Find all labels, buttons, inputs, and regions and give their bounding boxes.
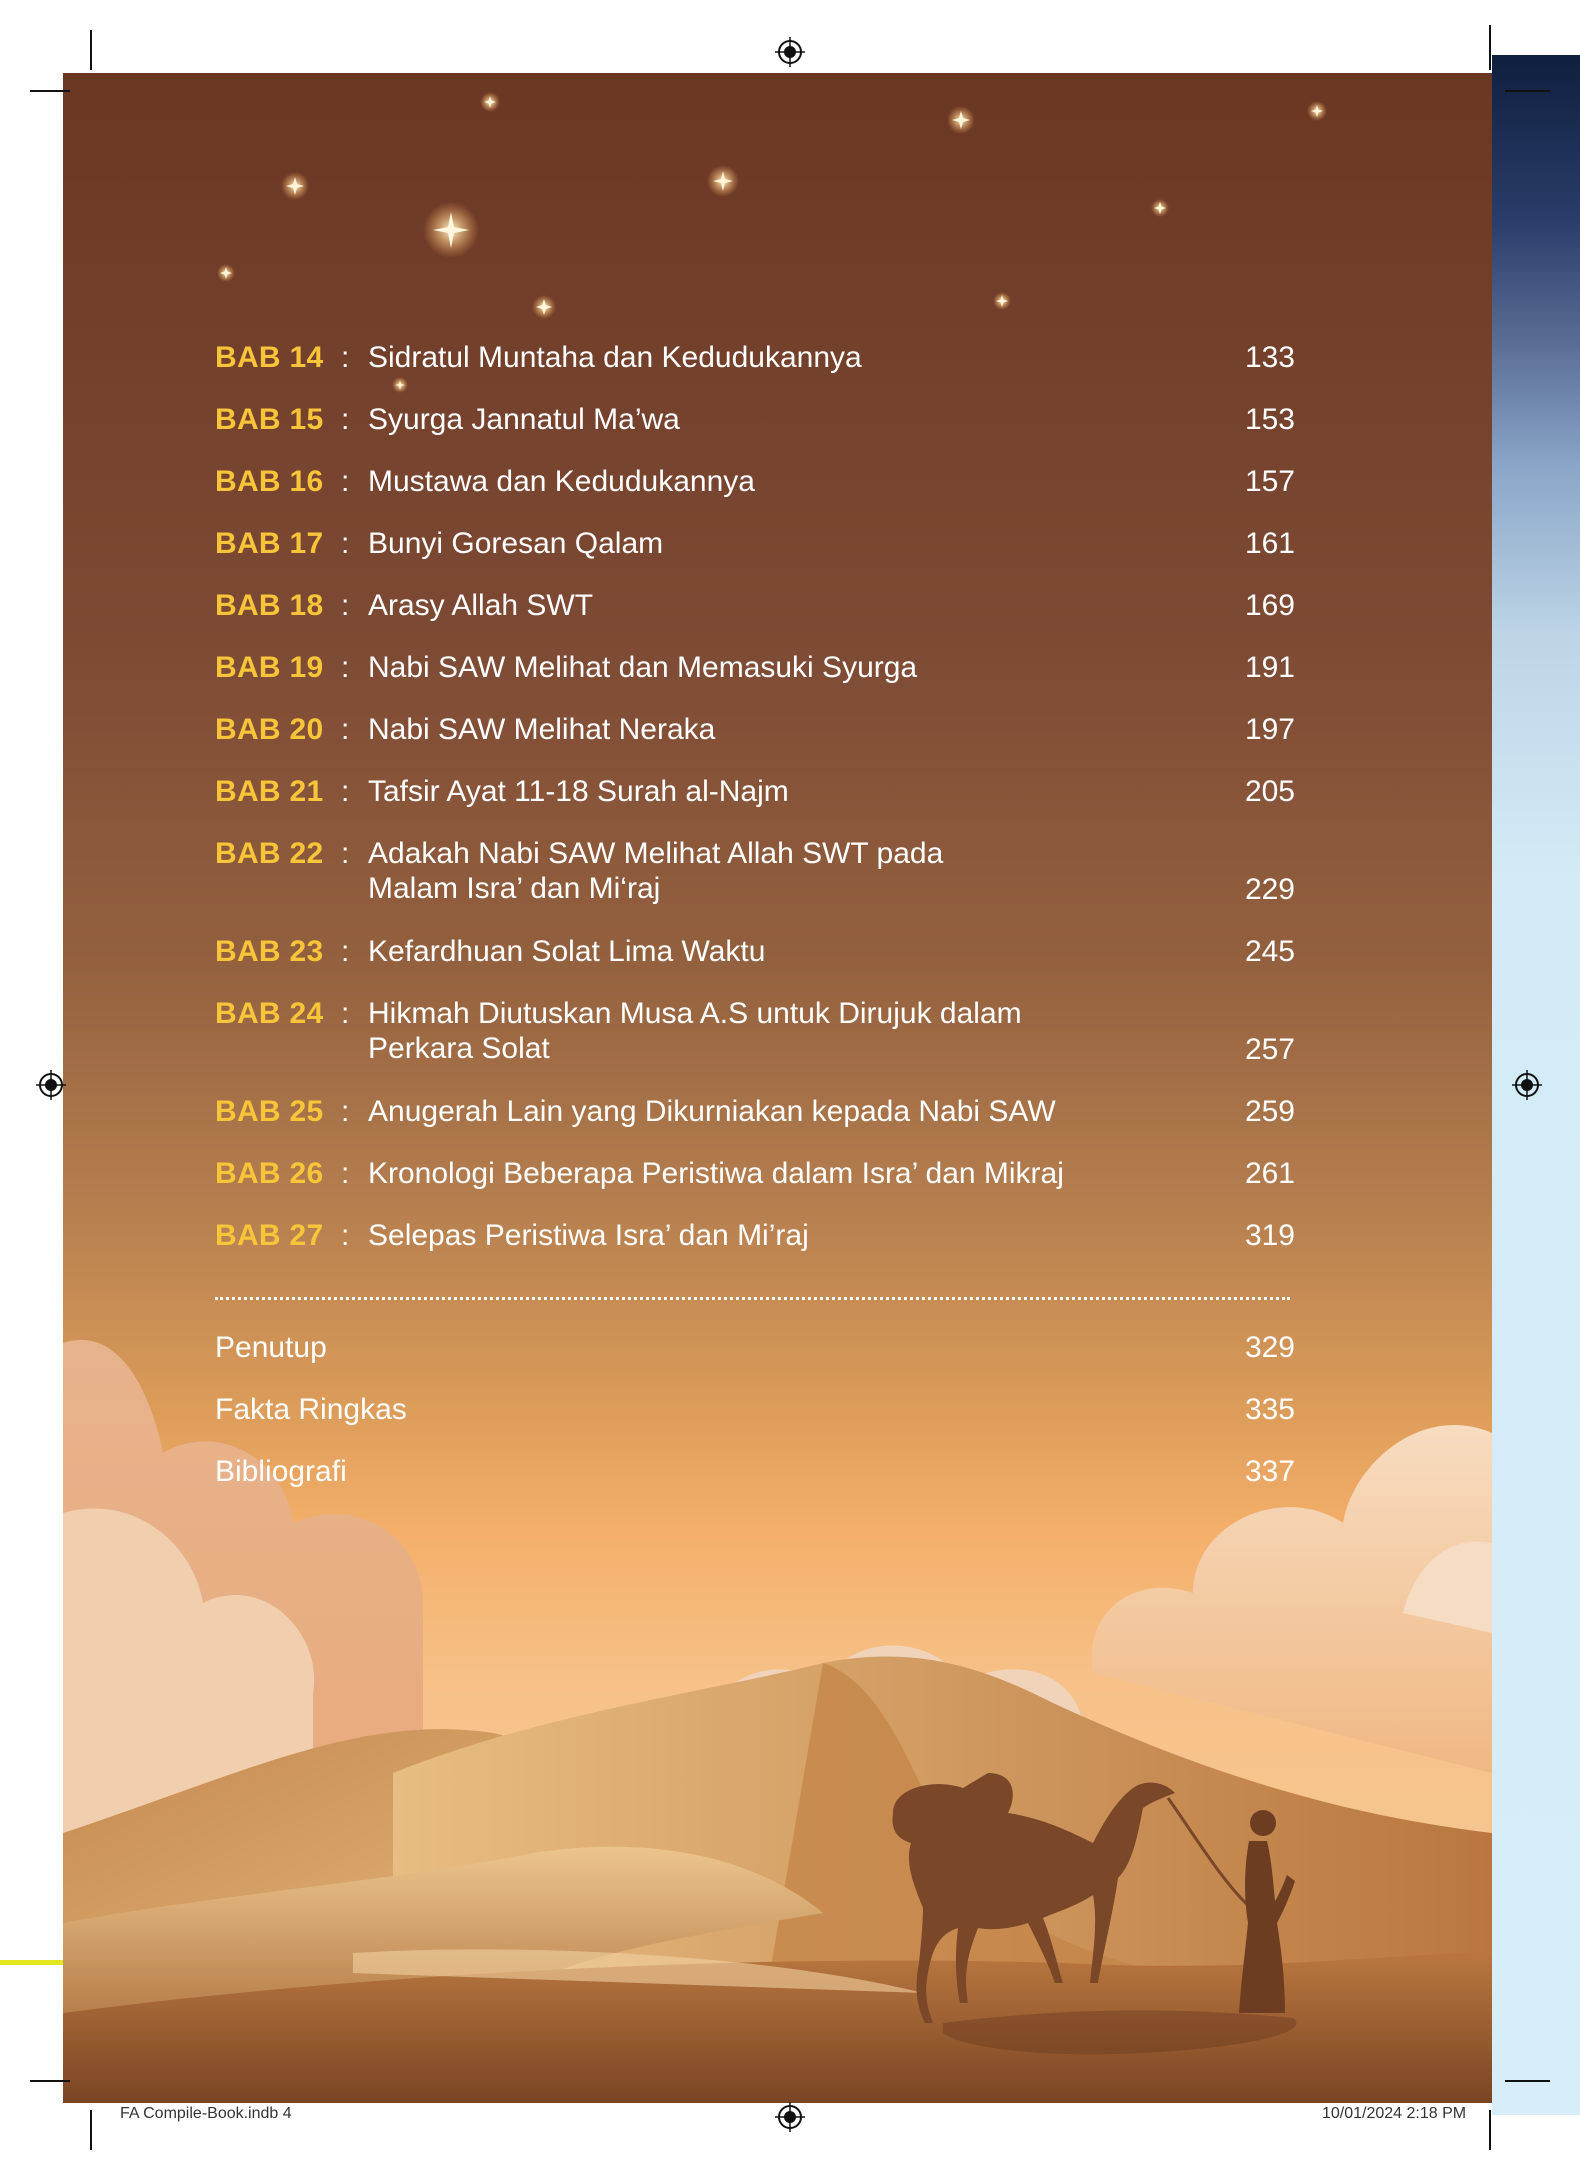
crop-mark: [90, 2110, 92, 2150]
toc-entry: [215, 1094, 1295, 1164]
registration-mark-icon: [1512, 1070, 1542, 1100]
toc-entry: [215, 340, 1295, 410]
star-icon: [1151, 199, 1169, 217]
toc-entry: [215, 526, 1295, 596]
chapter-label: BAB 23: [215, 935, 324, 968]
colon-separator: :: [341, 403, 350, 436]
end-matter-label: Fakta Ringkas: [215, 1393, 407, 1426]
toc-entry: [215, 1218, 1295, 1288]
toc-entry: [215, 934, 1295, 1004]
page-number: 261: [1244, 1157, 1295, 1190]
crop-mark: [1489, 25, 1491, 70]
star-icon: [217, 264, 235, 282]
chapter-label: BAB 20: [215, 713, 324, 746]
end-matter-entry: [215, 1392, 1295, 1432]
chapter-label: BAB 15: [215, 403, 324, 436]
star-icon: [281, 172, 309, 200]
page-number: 245: [1244, 935, 1295, 968]
chapter-title: Nabi SAW Melihat Neraka: [368, 713, 716, 746]
colon-separator: :: [341, 997, 350, 1030]
chapter-title: Hikmah Diutuskan Musa A.S untuk Dirujuk dalam Perkara Solat: [368, 997, 1022, 1065]
crop-mark: [30, 2080, 70, 2082]
colon-separator: :: [341, 527, 350, 560]
page-number: 329: [1244, 1331, 1295, 1364]
star-icon: [707, 165, 739, 197]
toc-entry: [215, 650, 1295, 720]
page-number: 337: [1244, 1455, 1295, 1488]
page-number: 157: [1244, 465, 1295, 498]
colon-separator: :: [341, 651, 350, 684]
page-number: 197: [1244, 713, 1295, 746]
chapter-label: BAB 14: [215, 341, 324, 374]
colon-separator: :: [341, 1095, 350, 1128]
page-number: 169: [1244, 589, 1295, 622]
chapter-title: Syurga Jannatul Ma’wa: [368, 403, 680, 436]
page-number: 191: [1244, 651, 1295, 684]
chapter-title: Mustawa dan Kedudukannya: [368, 465, 755, 498]
chapter-label: BAB 18: [215, 589, 324, 622]
colon-separator: :: [341, 837, 350, 870]
chapter-title: Anugerah Lain yang Dikurniakan kepada Nabi SAW: [368, 1095, 1056, 1128]
end-matter-entry: [215, 1330, 1295, 1370]
colon-separator: :: [341, 589, 350, 622]
chapter-label: BAB 22: [215, 837, 324, 870]
colon-separator: :: [341, 935, 350, 968]
chapter-title: Tafsir Ayat 11-18 Surah al-Najm: [368, 775, 789, 808]
color-bar-mark: [0, 1960, 63, 1965]
registration-mark-icon: [36, 1070, 66, 1100]
chapter-label: BAB 21: [215, 775, 324, 808]
star-icon: [423, 202, 479, 258]
star-icon: [993, 292, 1011, 310]
chapter-title: Sidratul Muntaha dan Kedudukannya: [368, 341, 862, 374]
page-number: 257: [1244, 1033, 1295, 1066]
colon-separator: :: [341, 1157, 350, 1190]
toc-entry: [215, 402, 1295, 472]
slug-datetime: 10/01/2024 2:18 PM: [1322, 2105, 1467, 2122]
end-matter-entry: [215, 1454, 1295, 1494]
colon-separator: :: [341, 465, 350, 498]
chapter-label: BAB 19: [215, 651, 324, 684]
chapter-title: Adakah Nabi SAW Melihat Allah SWT pada Malam Isra’ dan Mi‘raj: [368, 837, 944, 905]
chapter-title: Bunyi Goresan Qalam: [368, 527, 664, 560]
colon-separator: :: [341, 775, 350, 808]
chapter-title: Kefardhuan Solat Lima Waktu: [368, 935, 766, 968]
chapter-label: BAB 25: [215, 1095, 324, 1128]
crop-mark: [1505, 90, 1550, 92]
page-number: 229: [1244, 873, 1295, 906]
page-number: 205: [1244, 775, 1295, 808]
end-matter-label: Bibliografi: [215, 1455, 347, 1488]
chapter-label: BAB 16: [215, 465, 324, 498]
chapter-label: BAB 27: [215, 1219, 324, 1252]
chapter-title: Kronologi Beberapa Peristiwa dalam Isra’ dan Mikraj: [368, 1157, 1064, 1190]
star-icon: [1307, 101, 1327, 121]
toc-entry: [215, 588, 1295, 658]
crop-mark: [1489, 2110, 1491, 2150]
registration-mark-icon: [775, 2102, 805, 2132]
toc-entry: [215, 774, 1295, 844]
chapter-title: Selepas Peristiwa Isra’ dan Mi’raj: [368, 1219, 809, 1252]
chapter-label: BAB 17: [215, 527, 324, 560]
page-number: 259: [1244, 1095, 1295, 1128]
page-number: 319: [1244, 1219, 1295, 1252]
colon-separator: :: [341, 341, 350, 374]
toc-entry: [215, 1156, 1295, 1226]
slug-filename: FA Compile-Book.indb 4: [120, 2105, 292, 2122]
crop-mark: [1505, 2080, 1550, 2082]
page-number: 335: [1244, 1393, 1295, 1426]
toc-entry: [215, 996, 1295, 1066]
star-icon: [532, 295, 556, 319]
star-icon: [947, 106, 975, 134]
crop-mark: [30, 90, 70, 92]
crop-mark: [90, 30, 92, 70]
page-number: 133: [1244, 341, 1295, 374]
page-number: 161: [1244, 527, 1295, 560]
star-icon: [480, 92, 500, 112]
dotted-divider: [215, 1297, 1290, 1300]
toc-entry: [215, 712, 1295, 782]
page-number: 153: [1244, 403, 1295, 436]
chapter-label: BAB 26: [215, 1157, 324, 1190]
end-matter-label: Penutup: [215, 1331, 327, 1364]
chapter-label: BAB 24: [215, 997, 324, 1030]
colon-separator: :: [341, 713, 350, 746]
toc-entry: [215, 464, 1295, 534]
registration-mark-icon: [775, 37, 805, 67]
colon-separator: :: [341, 1219, 350, 1252]
crescent-moon-icon: [1180, 206, 1271, 286]
chapter-title: Nabi SAW Melihat dan Memasuki Syurga: [368, 651, 918, 684]
toc-entry: [215, 836, 1295, 906]
chapter-title: Arasy Allah SWT: [368, 589, 594, 622]
